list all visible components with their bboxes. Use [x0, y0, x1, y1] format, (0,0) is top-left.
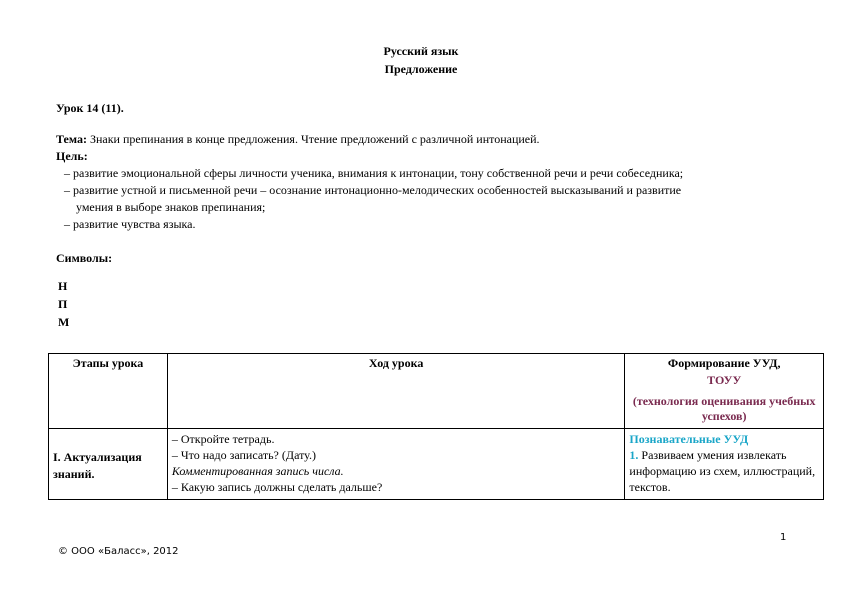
header-course: Ход урока [167, 354, 625, 429]
uud-item [629, 447, 819, 495]
course-line-1: – Откройте тетрадь. [171, 432, 275, 446]
header-uud [625, 354, 824, 429]
theme-line [56, 132, 540, 147]
course-cell [167, 429, 625, 500]
symbols-label: Символы: [56, 251, 113, 265]
goal-item-2-cont: умения в выборе знаков препинания; [76, 200, 266, 214]
table-row [49, 429, 824, 500]
subject-title: Русский язык [383, 44, 459, 58]
course-line-4: – Какую запись должны сделать дальше? [171, 480, 383, 494]
goal-item-3: – развитие чувства языка. [64, 217, 196, 231]
symbol-n: Н [58, 279, 68, 293]
symbol-p: П [58, 297, 68, 311]
stage-cell: I. Актуализация знаний. [49, 429, 168, 500]
course-line-2: – Что надо записать? (Дату.) [171, 448, 316, 462]
lesson-number: Урок 14 (11). [56, 101, 124, 115]
lesson-table [48, 353, 824, 500]
uud-number: 1. [629, 448, 639, 462]
uud-heading: Познавательные УУД [629, 432, 749, 446]
goal-item-2: – развитие устной и письменной речи – осознание интонационно-мелодических особенностей высказываний и развитие [64, 183, 682, 197]
symbol-m: М [58, 315, 70, 329]
uud-text: Развиваем умения извлекать информацию из схем, иллюстраций, текстов. [629, 448, 816, 494]
topic-title: Предложение [384, 62, 458, 76]
header-uud-touu: ТОУУ [707, 373, 742, 387]
header-uud-tech: (технология оценивания учебных успехов) [632, 394, 816, 423]
header-uud-title: Формирование УУД, [667, 356, 781, 370]
copyright: © ООО «Баласс», 2012 [58, 546, 179, 557]
table-header-row [49, 354, 824, 429]
header-stages: Этапы урока [49, 354, 168, 429]
page-number: 1 [780, 532, 787, 543]
course-line-3: Комментированная запись числа. [171, 464, 344, 478]
goal-label: Цель: [56, 149, 88, 163]
goal-item-1: – развитие эмоциональной сферы личности ученика, внимания к интонации, тону собственной речи и речи собеседника; [64, 166, 684, 180]
uud-cell [625, 429, 824, 500]
theme-text: Знаки препинания в конце предложения. Чтение предложений с различной интонацией. [86, 132, 540, 146]
theme-label: Тема: [56, 132, 87, 146]
